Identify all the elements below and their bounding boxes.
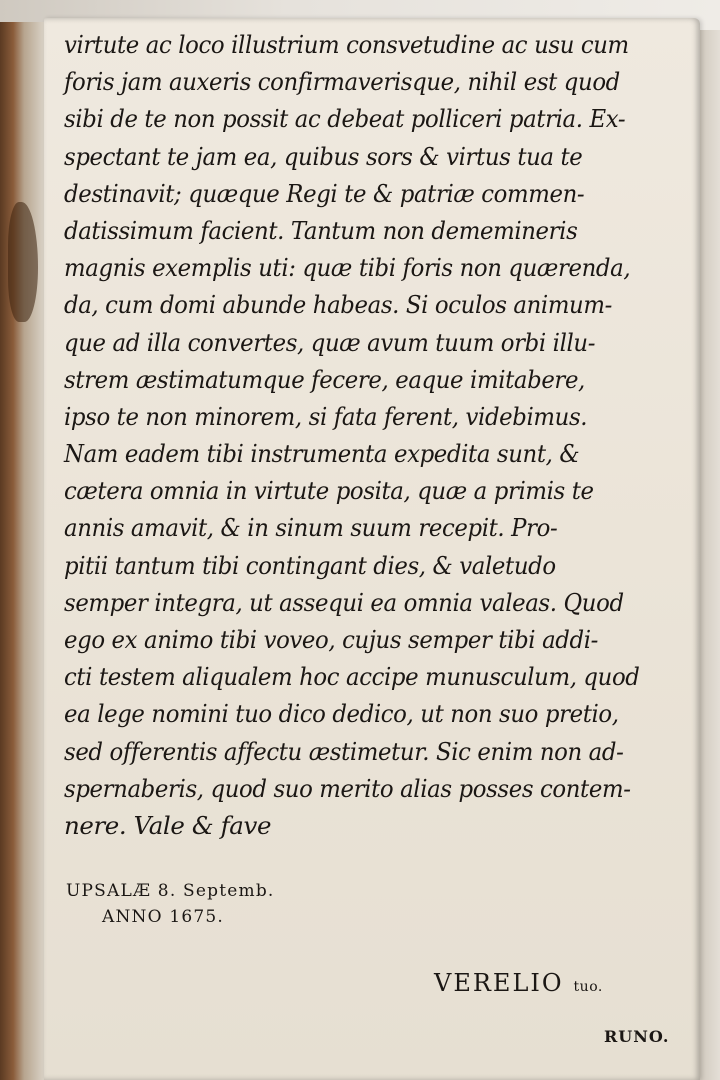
text-line: pitii tantum tibi contingant dies, & valetudo [64,550,556,580]
text-line: ipso te non minorem, si fata ferent, videbimus. [64,401,588,431]
text-line: datissimum facient. Tantum non dememineris [64,215,578,245]
text-line: semper integra, ut assequi ea omnia valeas. Quod [64,587,624,617]
signature [434,968,603,1002]
text-line: annis amavit, & in sinum suum recepit. Pro- [64,513,558,543]
text-line: destinavit; quæque Regi te & patriæ commen- [64,178,585,208]
text-line: spectant te jam ea, quibus sors & virtus tua te [64,141,583,171]
text-line: foris jam auxeris confirmaverisque, nihil est quod [64,67,620,97]
year-line: ANNO 1675. [102,907,225,927]
text-line: magnis exemplis uti: quæ tibi foris non quærenda, [64,253,631,283]
book-binding-edge [0,22,44,1080]
dedication-text [64,26,690,844]
signature-name: VERELIO [434,969,564,997]
text-line: Nam eadem tibi instrumenta expedita sunt, & [64,439,580,469]
text-line: ea lege nomini tuo dico dedico, ut non suo pretio, [64,699,619,729]
text-line: sibi de te non possit ac debeat polliceri patria. Ex- [64,104,626,134]
place-date [66,878,275,930]
facing-page-edge [698,30,720,1080]
catchword: RUNO. [604,1027,670,1046]
text-line: nere. Vale & fave [64,810,272,840]
text-line: sed offerentis affectu æstimetur. Sic enim non ad- [64,736,624,766]
text-line: virtute ac loco illustrium consvetudine ac usu cum [64,30,629,59]
text-line: spernaberis, quod suo merito alias posses contem- [64,773,631,803]
text-line: da, cum domi abunde habeas. Si oculos animum- [64,290,612,320]
binding-stain [8,202,38,322]
text-line: que ad illa convertes, quæ avum tuum orbi illu- [64,327,596,357]
text-line: ego ex animo tibi voveo, cujus semper tibi addi- [64,625,598,654]
text-line: cætera omnia in virtute posita, quæ a primis te [64,476,594,506]
text-line: strem æstimatumque fecere, eaque imitabere, [64,364,585,394]
book-page [44,18,700,1080]
signature-suffix: tuo. [573,979,603,995]
text-line: cti testem aliqualem hoc accipe munusculum, quod [64,662,640,692]
place-date-line: UPSALÆ 8. Septemb. [66,881,275,901]
